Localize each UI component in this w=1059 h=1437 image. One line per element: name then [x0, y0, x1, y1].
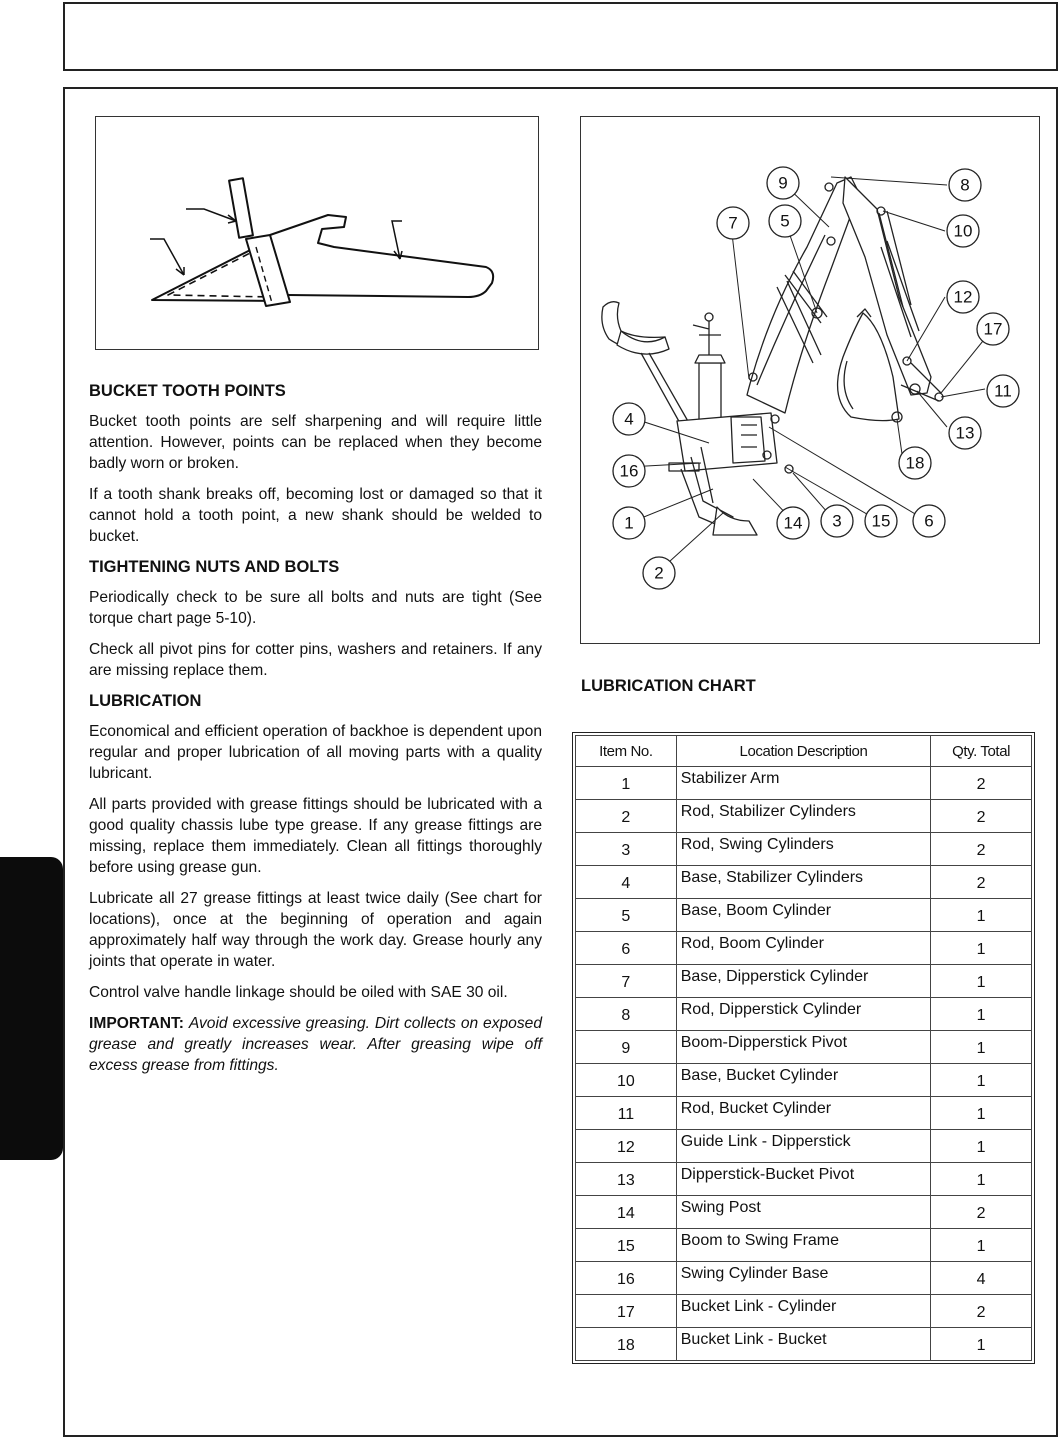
table-row — [576, 1229, 1032, 1262]
heading-bucket-tooth-points: BUCKET TOOTH POINTS — [89, 382, 286, 400]
qty-cell: 2 — [931, 800, 1032, 833]
table-row — [576, 833, 1032, 866]
callout-17 — [977, 313, 1009, 345]
bucket-tooth-drawing — [96, 117, 538, 349]
callout-1 — [613, 507, 645, 539]
important-label: IMPORTANT: — [89, 1015, 184, 1032]
callout-2 — [643, 557, 675, 589]
item-no-cell: 17 — [576, 1295, 677, 1328]
location-cell: Base, Boom Cylinder — [676, 899, 930, 932]
svg-text:1: 1 — [624, 513, 634, 533]
table-row — [576, 1295, 1032, 1328]
svg-text:15: 15 — [871, 511, 891, 531]
item-no-cell: 13 — [576, 1163, 677, 1196]
paragraph: All parts provided with grease fittings should be lubricated with a good quality chassis lube type grease. If any grease fittings are missing, replace them immediately. Clean all fittings thoroughly before using grease gun. — [89, 796, 542, 876]
svg-text:9: 9 — [778, 173, 788, 193]
item-no-cell: 3 — [576, 833, 677, 866]
table-row — [576, 1031, 1032, 1064]
location-cell: Base, Stabilizer Cylinders — [676, 866, 930, 899]
location-cell: Bucket Link - Bucket — [676, 1328, 930, 1361]
item-no-cell: 18 — [576, 1328, 677, 1361]
table-row — [576, 1262, 1032, 1295]
paragraph: Periodically check to be sure all bolts and nuts are tight (See torque chart page 5-10). — [89, 589, 542, 627]
page-header-box — [63, 2, 1058, 71]
location-cell: Guide Link - Dipperstick — [676, 1130, 930, 1163]
callout-16 — [613, 455, 645, 487]
item-no-cell: 11 — [576, 1097, 677, 1130]
table-row — [576, 866, 1032, 899]
table-row — [576, 1163, 1032, 1196]
paragraph: Bucket tooth points are self sharpening and will require little attention. However, points can be replaced when they become badly worn or broken. — [89, 413, 542, 472]
callout-6 — [913, 505, 945, 537]
callout-10 — [947, 215, 979, 247]
callout-3 — [821, 505, 853, 537]
qty-cell: 2 — [931, 1196, 1032, 1229]
lubrication-chart-title: LUBRICATION CHART — [581, 677, 756, 695]
qty-cell: 1 — [931, 965, 1032, 998]
svg-text:4: 4 — [624, 409, 634, 429]
item-no-cell: 6 — [576, 932, 677, 965]
header-location-description: Location Description — [676, 736, 930, 767]
header-qty-total: Qty. Total — [931, 736, 1032, 767]
location-cell: Rod, Boom Cylinder — [676, 932, 930, 965]
svg-text:16: 16 — [619, 461, 639, 481]
svg-text:18: 18 — [905, 453, 925, 473]
table-row — [576, 1064, 1032, 1097]
qty-cell: 2 — [931, 767, 1032, 800]
backhoe-lubrication-diagram — [580, 116, 1040, 644]
qty-cell: 1 — [931, 1031, 1032, 1064]
svg-text:3: 3 — [832, 511, 842, 531]
location-cell: Swing Post — [676, 1196, 930, 1229]
lubrication-chart-table — [575, 735, 1032, 1361]
callout-15 — [865, 505, 897, 537]
qty-cell: 2 — [931, 866, 1032, 899]
svg-text:12: 12 — [953, 287, 973, 307]
svg-text:6: 6 — [924, 511, 934, 531]
qty-cell: 1 — [931, 1130, 1032, 1163]
location-cell: Swing Cylinder Base — [676, 1262, 930, 1295]
location-cell: Rod, Bucket Cylinder — [676, 1097, 930, 1130]
callout-5 — [769, 205, 801, 237]
svg-text:7: 7 — [728, 213, 738, 233]
location-cell: Rod, Stabilizer Cylinders — [676, 800, 930, 833]
qty-cell: 2 — [931, 833, 1032, 866]
item-no-cell: 5 — [576, 899, 677, 932]
item-no-cell: 8 — [576, 998, 677, 1031]
table-header-row — [576, 736, 1032, 767]
table-row — [576, 767, 1032, 800]
qty-cell: 1 — [931, 899, 1032, 932]
location-cell: Rod, Dipperstick Cylinder — [676, 998, 930, 1031]
paragraph: Control valve handle linkage should be oiled with SAE 30 oil. — [89, 984, 508, 1001]
svg-text:8: 8 — [960, 175, 970, 195]
table-row — [576, 965, 1032, 998]
callout-13 — [949, 417, 981, 449]
callout-9 — [767, 167, 799, 199]
backhoe-drawing — [581, 117, 1039, 643]
qty-cell: 4 — [931, 1262, 1032, 1295]
location-cell: Stabilizer Arm — [676, 767, 930, 800]
item-no-cell: 10 — [576, 1064, 677, 1097]
item-no-cell: 7 — [576, 965, 677, 998]
table-row — [576, 800, 1032, 833]
bucket-tooth-figure — [95, 116, 539, 350]
svg-text:17: 17 — [983, 319, 1003, 339]
paragraph: If a tooth shank breaks off, becoming lost or damaged so that it cannot hold a tooth point, a new shank should be welded to bucket. — [89, 486, 542, 545]
callout-8 — [949, 169, 981, 201]
svg-text:14: 14 — [783, 513, 803, 533]
qty-cell: 1 — [931, 1097, 1032, 1130]
qty-cell: 1 — [931, 1328, 1032, 1361]
callout-7 — [717, 207, 749, 239]
callout-14 — [777, 507, 809, 539]
item-no-cell: 15 — [576, 1229, 677, 1262]
qty-cell: 1 — [931, 998, 1032, 1031]
table-row — [576, 1328, 1032, 1361]
item-no-cell: 2 — [576, 800, 677, 833]
qty-cell: 2 — [931, 1295, 1032, 1328]
important-note — [89, 1013, 542, 1076]
svg-text:11: 11 — [994, 381, 1012, 401]
table-row — [576, 932, 1032, 965]
callout-12 — [947, 281, 979, 313]
paragraph: Economical and efficient operation of backhoe is dependent upon regular and proper lubrication of all moving parts with a quality lubricant. — [89, 723, 542, 782]
svg-text:13: 13 — [955, 423, 975, 443]
callout-18 — [899, 447, 931, 479]
qty-cell: 1 — [931, 932, 1032, 965]
item-no-cell: 4 — [576, 866, 677, 899]
location-cell: Base, Dipperstick Cylinder — [676, 965, 930, 998]
location-cell: Dipperstick-Bucket Pivot — [676, 1163, 930, 1196]
location-cell: Boom-Dipperstick Pivot — [676, 1031, 930, 1064]
item-no-cell: 12 — [576, 1130, 677, 1163]
svg-text:2: 2 — [654, 563, 664, 583]
table-row — [576, 1097, 1032, 1130]
item-no-cell: 16 — [576, 1262, 677, 1295]
header-item-no: Item No. — [576, 736, 677, 767]
qty-cell: 1 — [931, 1064, 1032, 1097]
item-no-cell: 1 — [576, 767, 677, 800]
table-row — [576, 998, 1032, 1031]
paragraph: Check all pivot pins for cotter pins, washers and retainers. If any are missing replace them. — [89, 641, 542, 679]
important-text: Avoid excessive greasing. Dirt collects on exposed grease and greatly increases wear. After greasing wipe off excess grease from fittings. — [89, 1015, 542, 1074]
location-cell: Rod, Swing Cylinders — [676, 833, 930, 866]
table-row — [576, 1196, 1032, 1229]
maintenance-text-column — [89, 380, 542, 1076]
callout-11 — [987, 375, 1019, 407]
table-row — [576, 1130, 1032, 1163]
heading-lubrication: LUBRICATION — [89, 692, 202, 710]
location-cell: Base, Bucket Cylinder — [676, 1064, 930, 1097]
section-side-tab — [0, 857, 63, 1160]
callout-4 — [613, 403, 645, 435]
location-cell: Boom to Swing Frame — [676, 1229, 930, 1262]
qty-cell: 1 — [931, 1229, 1032, 1262]
svg-text:5: 5 — [780, 211, 790, 231]
heading-tightening-nuts-bolts: TIGHTENING NUTS AND BOLTS — [89, 558, 340, 576]
lubrication-chart-body — [576, 767, 1032, 1361]
item-no-cell: 14 — [576, 1196, 677, 1229]
qty-cell: 1 — [931, 1163, 1032, 1196]
paragraph: Lubricate all 27 grease fittings at least twice daily (See chart for locations), once at the beginning of operation and again approximately half way through the work day. Grease hourly any joints that operate in water. — [89, 890, 542, 970]
table-row — [576, 899, 1032, 932]
item-no-cell: 9 — [576, 1031, 677, 1064]
location-cell: Bucket Link - Cylinder — [676, 1295, 930, 1328]
svg-text:10: 10 — [953, 221, 973, 241]
